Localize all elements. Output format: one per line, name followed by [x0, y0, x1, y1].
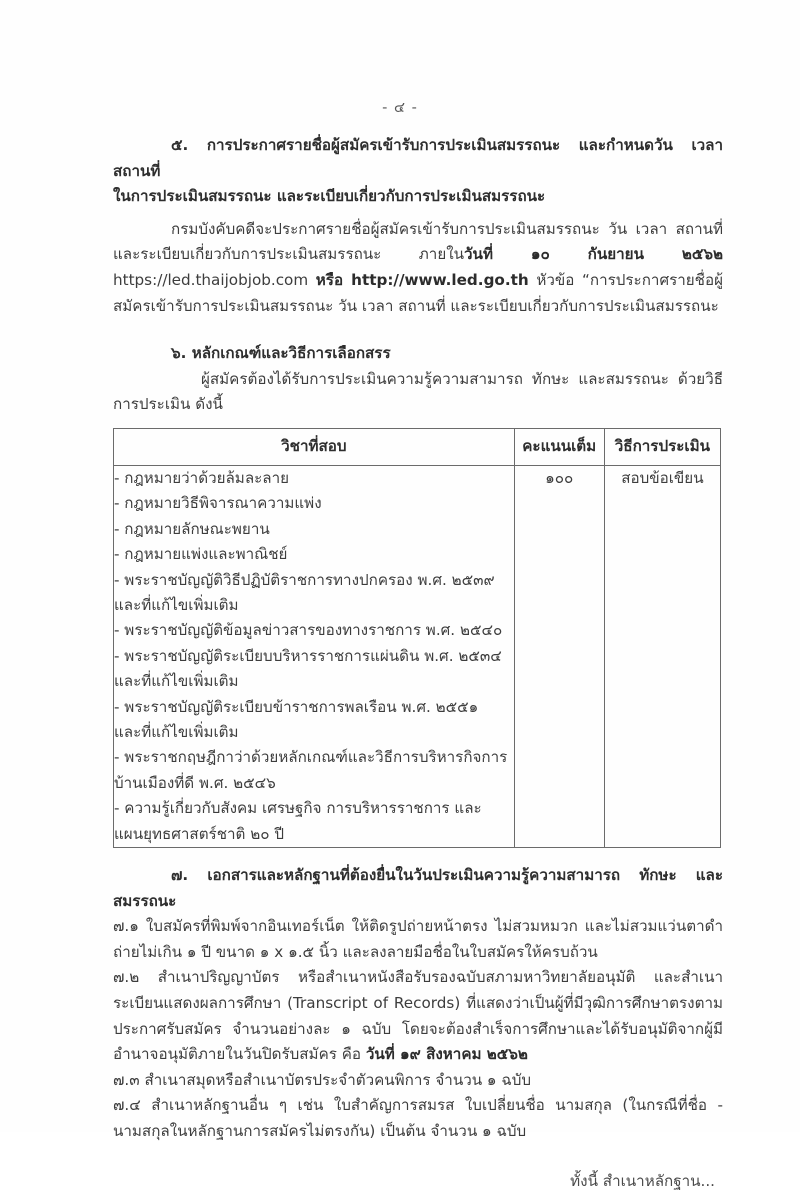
table-cell-score: ๑๐๐ — [514, 465, 604, 847]
section5-body-part2: หัวข้อ “การประกาศรายชื่อผู้สมัครเข้ารับการประเมินสมรรถนะ วัน เวลา สถานที่ และระเบียบเกี่ยวกับการประเมินสมรรถนะ — [113, 270, 723, 315]
section7-item-2-text: ๗.๒ สำเนาปริญญาบัตร หรือสำเนาหนังสือรับรองฉบับสภามหาวิทยาลัยอนุมัติ และสำเนาระเบียนแสดงผลการศึกษา (Transcript of Records) ที่แสดงว่าเป็นผู้ที่มีวุฒิการศึกษาตรงตามประกาศรับสมัคร จำนวนอย่างละ ๑ ฉบับ โดยจะต้องสำเร็จการศึกษาและได้รับอนุมัติจากผู้มีอำนาจอนุมัติภายในวันปิดรับสมัคร คือ — [113, 968, 723, 1064]
subject-item: - ความรู้เกี่ยวกับสังคม เศรษฐกิจ การบริหารราชการ และ — [114, 799, 482, 818]
table-cell-subjects — [114, 465, 515, 847]
subject-item-continuation: และที่แก้ไขเพิ่มเติม — [114, 723, 239, 741]
table-header-subject: วิชาที่สอบ — [114, 428, 515, 465]
subject-item-continuation: และที่แก้ไขเพิ่มเติม — [114, 672, 239, 691]
subject-item: - กฎหมายแพ่งและพาณิชย์ — [114, 545, 288, 564]
spacer — [113, 848, 723, 863]
subject-item: - พระราชบัญญัติข้อมูลข่าวสารของทางราชการ พ.ศ. ๒๕๔๐ — [114, 621, 503, 640]
section7-item-1: ๗.๑ ใบสมัครที่พิมพ์จากอินเทอร์เน็ต ให้ติดรูปถ่ายหน้าตรง ไม่สวมหมวก และไม่สวมแว่นตาดำ ถ่ายไม่เกิน ๑ ปี ขนาด ๑ x ๑.๕ นิ้ว และลงลายมือชื่อในใบสมัครให้ครบถ้วน — [113, 917, 723, 961]
section7-item-3: ๗.๓ สำเนาสมุดหรือสำเนาบัตรประจำตัวคนพิการ จำนวน ๑ ฉบับ — [113, 1070, 532, 1089]
subject-item: - กฎหมายว่าด้วยล้มละลาย — [114, 468, 290, 487]
closing-text: ทั้งนี้ สำเนาหลักฐาน... — [570, 1171, 715, 1190]
document-body — [113, 133, 723, 1193]
section5-heading-line2: ในการประเมินสมรรถนะ และระเบียบเกี่ยวกับการประเมินสมรรถนะ — [113, 187, 546, 206]
section5-body — [113, 217, 723, 319]
subject-item: - พระราชบัญญัติระเบียบข้าราชการพลเรือน พ.ศ. ๒๕๕๑ — [114, 697, 479, 716]
subject-item-continuation: บ้านเมืองที่ดี พ.ศ. ๒๕๔๖ — [114, 773, 276, 792]
section5-url1: https://led.thaijobjob.com — [113, 270, 316, 289]
subject-item: - พระราชบัญญัติระเบียบบริหารราชการแผ่นดิน พ.ศ. ๒๕๓๔ — [114, 646, 502, 665]
subject-item-continuation: แผนยุทธศาสตร์ชาติ ๒๐ ปี — [114, 824, 284, 843]
section5-bold-url2: หรือ http://www.led.go.th — [315, 270, 529, 289]
subject-item-continuation: และที่แก้ไขเพิ่มเติม — [114, 595, 239, 614]
table-header-row — [114, 428, 721, 465]
subject-item: - พระราชบัญญัติวิธีปฏิบัติราชการทางปกครอง พ.ศ. ๒๕๓๙ — [114, 570, 495, 589]
section7-item-2 — [113, 965, 723, 1067]
section7-items — [113, 914, 723, 1144]
table-header-score: คะแนนเต็ม — [514, 428, 604, 465]
section7-heading: ๗. เอกสารและหลักฐานที่ต้องยื่นในวันประเมินความรู้ความสามารถ ทักษะ และสมรรถนะ — [113, 866, 723, 910]
section7-item-2-bold-date: วันที่ ๑๙ สิงหาคม ๒๕๖๒ — [365, 1045, 528, 1064]
section5-bold-date: วันที่ ๑๐ กันยายน ๒๕๖๒ — [464, 245, 724, 264]
exam-criteria-table — [113, 428, 721, 848]
section6-body: ผู้สมัครต้องได้รับการประเมินความรู้ความสามารถ ทักษะ และสมรรถนะ ด้วยวิธีการประเมิน ดังนี้ — [113, 369, 723, 414]
page-number: - ๔ - — [382, 100, 418, 116]
table-header-method: วิธีการประเมิน — [604, 428, 720, 465]
subject-item: - กฎหมายวิธีพิจารณาความแพ่ง — [114, 494, 322, 513]
spacer — [113, 210, 723, 217]
section5-body-part1: กรมบังคับคดีจะประกาศรายชื่อผู้สมัครเข้ารับการประเมินสมรรถนะ วัน เวลา สถานที่ และระเบียบเกี่ยวกับการประเมินสมรรถนะ ภายใน — [113, 219, 723, 264]
subject-item: - พระราชกฤษฎีกาว่าด้วยหลักเกณฑ์และวิธีการบริหารกิจการ — [114, 748, 508, 767]
section6-heading: ๖. หลักเกณฑ์และวิธีการเลือกสรร — [171, 344, 391, 363]
spacer — [113, 319, 723, 341]
table-row — [114, 465, 721, 847]
section7-item-4: ๗.๔ สำเนาหลักฐานอื่น ๆ เช่น ใบสำคัญการสมรส ใบเปลี่ยนชื่อ นามสกุล (ในกรณีที่ชื่อ - นามสกุลในหลักฐานการสมัครไม่ตรงกัน) เป็นต้น จำนวน ๑ ฉบับ — [113, 1096, 723, 1140]
section5-heading-line1: ๕. การประกาศรายชื่อผู้สมัครเข้ารับการประเมินสมรรถนะ และกำหนดวัน เวลา สถานที่ — [113, 136, 723, 180]
subject-item: - กฎหมายลักษณะพยาน — [114, 519, 270, 538]
table-cell-method: สอบข้อเขียน — [604, 465, 720, 847]
